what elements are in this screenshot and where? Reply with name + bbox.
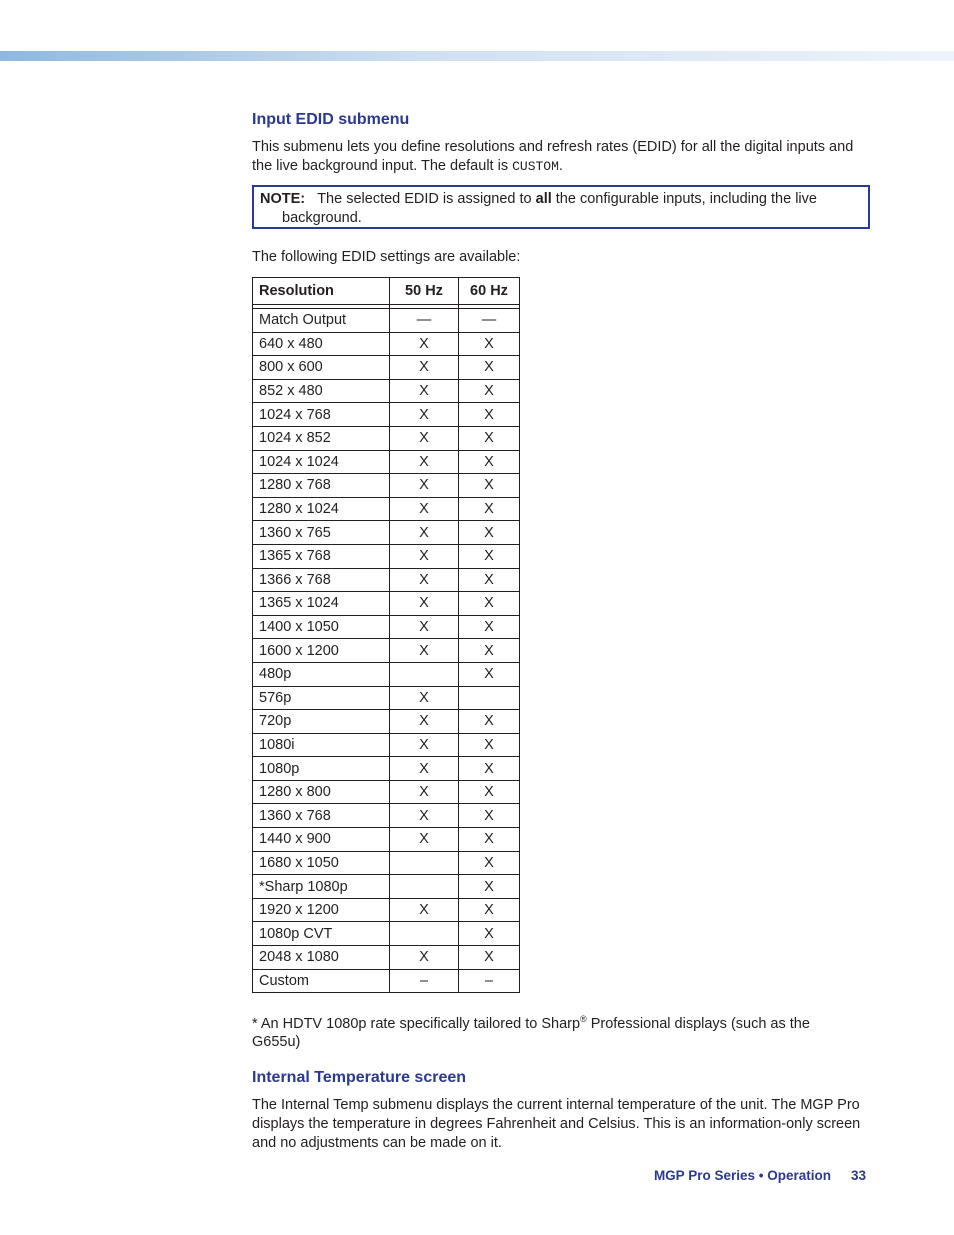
cell-50hz: X (390, 898, 459, 922)
cell-50hz: X (390, 356, 459, 380)
table-row (253, 686, 520, 710)
intro-text: This submenu lets you define resolutions and refresh rates (EDID) for all the digital inputs and the live background input. The default is (252, 139, 854, 174)
cell-resolution: Custom (253, 969, 390, 993)
cell-60hz: X (459, 592, 520, 616)
table-row (253, 615, 520, 639)
table-row (253, 592, 520, 616)
cell-50hz: X (390, 592, 459, 616)
internal-temp-paragraph: The Internal Temp submenu displays the current internal temperature of the unit. The MGP Pro displays the temperature in degrees Fahrenheit and Celsius. This is an information-only screen and no adjustments can be made on it. (252, 1097, 861, 1151)
cell-resolution: 720p (253, 710, 390, 734)
cell-resolution: 1400 x 1050 (253, 615, 390, 639)
cell-50hz: X (390, 426, 459, 450)
footnote-text: * An HDTV 1080p rate specifically tailored to Sharp (252, 1015, 581, 1032)
table-row (253, 804, 520, 828)
cell-50hz: X (390, 379, 459, 403)
note-box (252, 185, 870, 229)
cell-50hz: X (390, 497, 459, 521)
cell-50hz: – (390, 969, 459, 993)
cell-60hz: X (459, 639, 520, 663)
column-header-50hz: 50 Hz (390, 278, 459, 305)
footnote (252, 1010, 862, 1051)
cell-50hz (390, 875, 459, 899)
table-row (253, 828, 520, 852)
cell-50hz: X (390, 780, 459, 804)
table-row (253, 946, 520, 970)
table-row (253, 851, 520, 875)
cell-60hz: X (459, 568, 520, 592)
table-row (253, 922, 520, 946)
cell-60hz: X (459, 521, 520, 545)
cell-50hz: X (390, 450, 459, 474)
cell-50hz: X (390, 733, 459, 757)
cell-60hz: X (459, 497, 520, 521)
cell-60hz: X (459, 898, 520, 922)
cell-60hz: X (459, 875, 520, 899)
default-value-code: CUSTOM (512, 159, 559, 174)
cell-resolution: 640 x 480 (253, 332, 390, 356)
cell-60hz: X (459, 804, 520, 828)
section-heading-input-edid: Input EDID submenu (252, 111, 410, 128)
table-row (253, 356, 520, 380)
cell-resolution: 1440 x 900 (253, 828, 390, 852)
table-row (253, 544, 520, 568)
cell-60hz: — (459, 309, 520, 333)
cell-60hz: X (459, 757, 520, 781)
table-row (253, 662, 520, 686)
cell-50hz (390, 922, 459, 946)
cell-resolution: 1080i (253, 733, 390, 757)
cell-60hz: X (459, 922, 520, 946)
cell-60hz: X (459, 946, 520, 970)
cell-resolution: 852 x 480 (253, 379, 390, 403)
cell-50hz: X (390, 946, 459, 970)
cell-60hz: X (459, 474, 520, 498)
cell-50hz: X (390, 332, 459, 356)
cell-60hz: – (459, 969, 520, 993)
table-row (253, 780, 520, 804)
cell-60hz: X (459, 710, 520, 734)
table-row (253, 426, 520, 450)
note-text-line2: background. (282, 210, 362, 226)
cell-resolution: 1680 x 1050 (253, 851, 390, 875)
table-row (253, 639, 520, 663)
registered-mark: ® (580, 1014, 587, 1024)
cell-50hz: X (390, 710, 459, 734)
cell-resolution: 480p (253, 662, 390, 686)
intro-end: . (558, 158, 563, 174)
cell-50hz: X (390, 544, 459, 568)
table-header-row (253, 278, 520, 305)
cell-resolution: 1365 x 768 (253, 544, 390, 568)
cell-resolution: 1280 x 1024 (253, 497, 390, 521)
cell-resolution: 1280 x 768 (253, 474, 390, 498)
table-row (253, 733, 520, 757)
cell-60hz: X (459, 828, 520, 852)
table-row (253, 757, 520, 781)
table-row (253, 332, 520, 356)
cell-60hz: X (459, 332, 520, 356)
table-row (253, 474, 520, 498)
cell-50hz: X (390, 757, 459, 781)
column-header-resolution: Resolution (253, 278, 390, 305)
note-bold-word: all (535, 191, 552, 207)
cell-50hz: X (390, 474, 459, 498)
cell-resolution: *Sharp 1080p (253, 875, 390, 899)
cell-50hz: X (390, 686, 459, 710)
cell-60hz: X (459, 615, 520, 639)
table-row (253, 898, 520, 922)
cell-50hz: X (390, 804, 459, 828)
cell-60hz: X (459, 851, 520, 875)
cell-resolution: 1024 x 1024 (253, 450, 390, 474)
footnote-text-end: Professional displays (such as the G655u) (252, 1015, 810, 1050)
page-number: 33 (850, 1168, 866, 1183)
cell-resolution: 1080p CVT (253, 922, 390, 946)
note-label: NOTE: (260, 191, 306, 207)
cell-resolution: Match Output (253, 309, 390, 333)
table-row (253, 309, 520, 333)
cell-60hz (459, 686, 520, 710)
cell-50hz: X (390, 403, 459, 427)
cell-60hz: X (459, 662, 520, 686)
cell-resolution: 1360 x 768 (253, 804, 390, 828)
cell-50hz: X (390, 521, 459, 545)
table-row (253, 710, 520, 734)
note-text-after: the configurable inputs, including the live (551, 191, 817, 207)
cell-50hz: X (390, 568, 459, 592)
cell-50hz (390, 662, 459, 686)
cell-60hz: X (459, 379, 520, 403)
cell-resolution: 1600 x 1200 (253, 639, 390, 663)
footer-title: MGP Pro Series • Operation (653, 1168, 831, 1183)
cell-60hz: X (459, 403, 520, 427)
table-row (253, 568, 520, 592)
section-heading-internal-temp: Internal Temperature screen (252, 1069, 467, 1086)
column-header-60hz: 60 Hz (459, 278, 520, 305)
cell-resolution: 1365 x 1024 (253, 592, 390, 616)
table-row (253, 450, 520, 474)
cell-resolution: 800 x 600 (253, 356, 390, 380)
table-row (253, 875, 520, 899)
table-row (253, 379, 520, 403)
cell-resolution: 1920 x 1200 (253, 898, 390, 922)
cell-60hz: X (459, 450, 520, 474)
cell-resolution: 1360 x 765 (253, 521, 390, 545)
cell-resolution: 1280 x 800 (253, 780, 390, 804)
table-row (253, 521, 520, 545)
page-footer (654, 1168, 866, 1183)
cell-60hz: X (459, 780, 520, 804)
cell-resolution: 2048 x 1080 (253, 946, 390, 970)
note-text-before: The selected EDID is assigned to (317, 191, 536, 207)
cell-50hz: X (390, 615, 459, 639)
table-row (253, 969, 520, 993)
table-row (253, 403, 520, 427)
cell-resolution: 576p (253, 686, 390, 710)
cell-50hz: X (390, 639, 459, 663)
header-gradient-bar (0, 51, 954, 61)
cell-50hz: — (390, 309, 459, 333)
cell-50hz (390, 851, 459, 875)
cell-50hz: X (390, 828, 459, 852)
table-intro: The following EDID settings are available: (252, 249, 521, 265)
table-row (253, 497, 520, 521)
cell-resolution: 1366 x 768 (253, 568, 390, 592)
cell-60hz: X (459, 356, 520, 380)
cell-resolution: 1080p (253, 757, 390, 781)
cell-resolution: 1024 x 852 (253, 426, 390, 450)
cell-60hz: X (459, 426, 520, 450)
table-body (253, 309, 520, 993)
cell-resolution: 1024 x 768 (253, 403, 390, 427)
edid-settings-table (252, 277, 520, 993)
intro-paragraph (252, 138, 862, 176)
cell-60hz: X (459, 544, 520, 568)
cell-60hz: X (459, 733, 520, 757)
